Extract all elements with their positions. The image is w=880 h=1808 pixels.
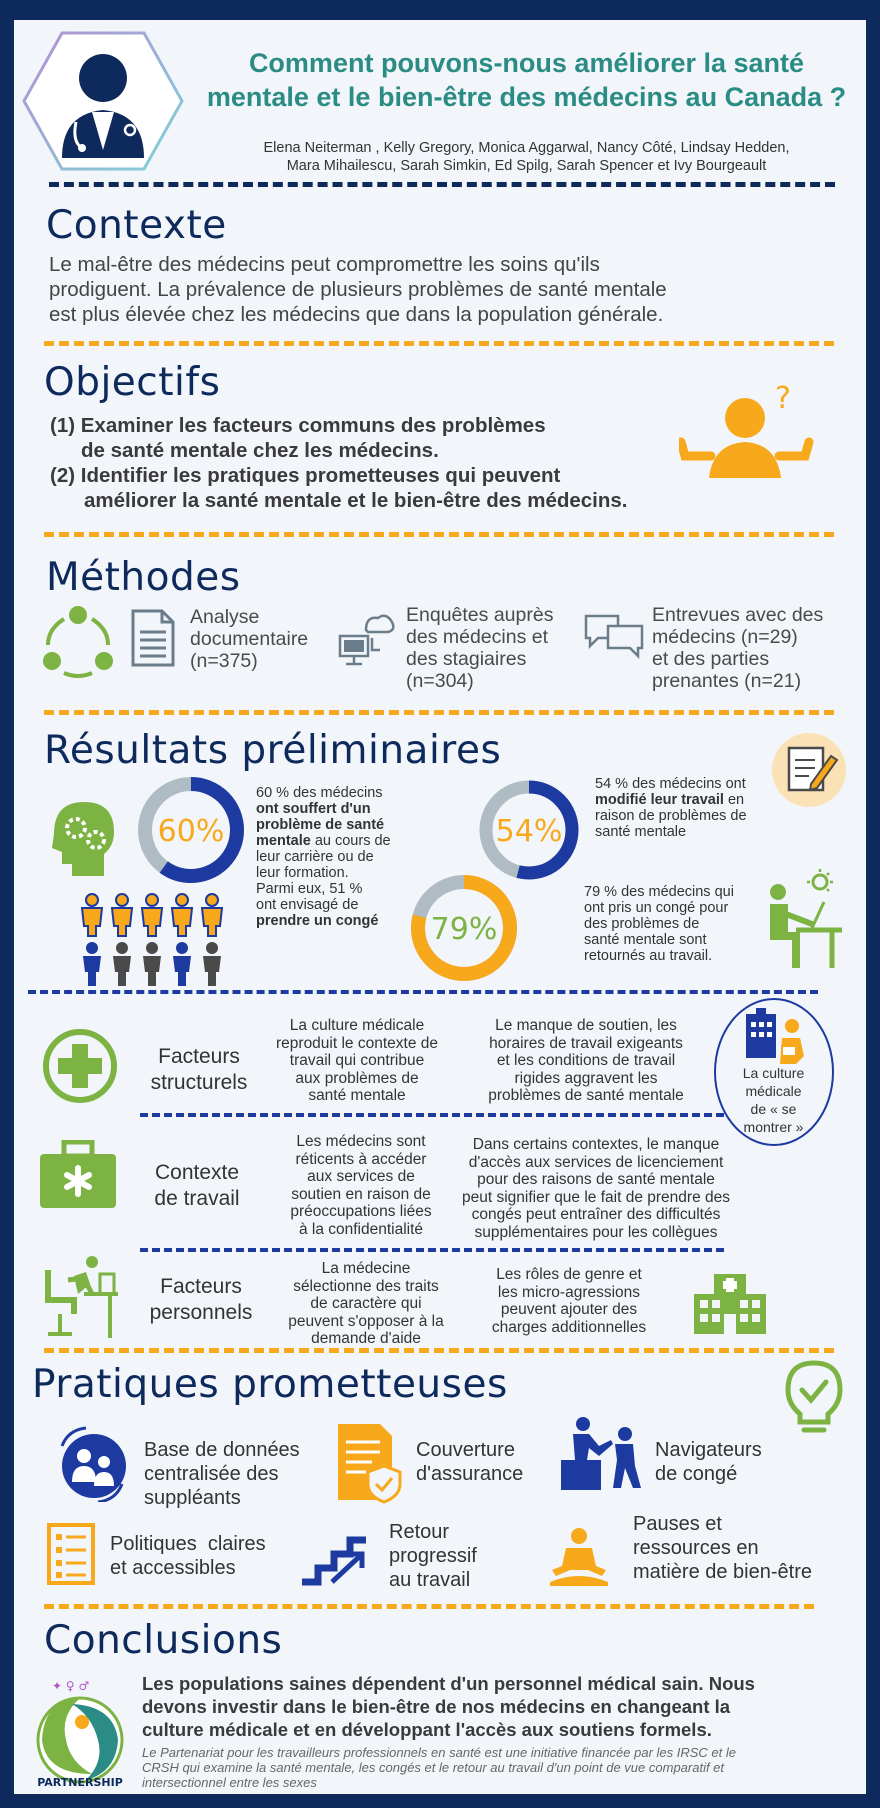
text-line xyxy=(256,833,416,849)
conclusions-heading: Conclusions xyxy=(44,1618,283,1663)
doctor-logo xyxy=(22,30,184,172)
confused-person-icon xyxy=(679,378,819,488)
objective-1-line-2: de santé mentale chez les médecins. xyxy=(81,439,439,462)
cell-line: peuvent s'opposer à la xyxy=(288,1312,444,1330)
practice-line: centralisée des xyxy=(144,1463,279,1485)
circle-line: de « se xyxy=(750,1101,797,1117)
practice-line: matière de bien-être xyxy=(633,1561,812,1583)
cell-line: aux services de xyxy=(307,1168,415,1185)
meditation-icon xyxy=(544,1526,614,1588)
work-context-label xyxy=(122,1160,272,1212)
text-bold: modifié leur travail xyxy=(595,792,724,808)
cell-line: Les médecins sont xyxy=(296,1133,426,1150)
method-2-line: Enquêtes auprès xyxy=(406,604,554,626)
circle-line: médicale xyxy=(745,1083,802,1099)
method-3-line: médecins (n=29) xyxy=(652,626,798,648)
text-line: 60 % des médecins xyxy=(256,785,383,801)
head-gears-icon xyxy=(44,798,120,878)
circle-line: La culture xyxy=(742,1065,805,1081)
title-line-2: mentale et le bien-être des médecins au Canada ? xyxy=(206,82,847,112)
conclusion-line: devons investir dans le bien-être de nos médecins en changeant la xyxy=(142,1696,731,1717)
method-1-line: documentaire xyxy=(190,628,309,650)
text-line: retournés au travail. xyxy=(584,948,713,964)
medical-kit-icon xyxy=(38,1140,118,1210)
label-line: Contexte xyxy=(154,1161,240,1184)
cell-line: les micro-agressions xyxy=(497,1283,641,1301)
structural-factors-label xyxy=(124,1044,274,1096)
practice-insurance xyxy=(416,1438,523,1486)
text-line: ont envisagé de xyxy=(256,897,359,913)
document-icon xyxy=(130,608,176,668)
objective-1-line-1: (1) Examiner les facteurs communs des problèmes xyxy=(50,414,546,437)
cell-line: travail qui contribue xyxy=(289,1052,425,1069)
practice-line: Politiques claires xyxy=(110,1533,266,1555)
divider xyxy=(49,182,835,187)
stressed-worker-icon xyxy=(34,1254,120,1340)
contexte-line-3: est plus élevée chez les médecins que dans la population générale. xyxy=(49,303,664,326)
people-database-icon xyxy=(54,1426,130,1502)
logo-mark: ✦ ♀ ♂ xyxy=(52,1679,90,1693)
method-3-line: et des parties xyxy=(652,648,770,670)
lightbulb-check-icon xyxy=(784,1360,844,1438)
cell-line: peuvent ajouter des xyxy=(500,1301,638,1318)
insurance-document-icon xyxy=(334,1420,404,1504)
conclusion-statement xyxy=(142,1672,862,1741)
text-line: Parmi eux, 51 % xyxy=(256,881,363,897)
method-document-analysis xyxy=(190,606,308,672)
circle-text xyxy=(716,1064,831,1136)
practice-line: de congé xyxy=(655,1463,738,1485)
cell-line: Dans certains contextes, le manque xyxy=(472,1136,720,1153)
cell-line: demande d'aide xyxy=(311,1330,421,1347)
donut-60 xyxy=(135,774,247,886)
chat-bubbles-icon xyxy=(584,612,646,660)
cycle-icon xyxy=(40,605,116,681)
conclusion-line: Les populations saines dépendent d'un personnel médical sain. Nous xyxy=(142,1673,755,1694)
text-line: 79 % des médecins qui xyxy=(584,884,734,900)
method-2-line: des stagiaires xyxy=(406,648,527,670)
text-line: santé mentale xyxy=(595,824,687,840)
text-line: prendre un congé xyxy=(256,913,379,929)
text-line: 54 % des médecins ont xyxy=(595,776,746,792)
hospital-building-icon xyxy=(690,1270,770,1336)
label-line: Facteurs xyxy=(160,1275,242,1298)
cell-line: rigides aggravent les xyxy=(514,1069,658,1087)
divider xyxy=(44,1604,814,1609)
checklist-icon xyxy=(46,1522,96,1586)
text-line: leur carrière ou de xyxy=(256,849,374,865)
cell-line: réticents à accéder xyxy=(295,1150,427,1168)
practice-line: suppléants xyxy=(144,1487,241,1509)
practice-line: Base de données xyxy=(144,1439,300,1461)
cell-line: et les conditions de travail xyxy=(496,1052,676,1069)
label-line: structurels xyxy=(150,1071,248,1094)
cell-line: reproduit le contexte de xyxy=(276,1034,438,1052)
method-2-line: (n=304) xyxy=(406,670,474,692)
practice-line: Navigateurs xyxy=(655,1439,762,1461)
title-line-1: Comment pouvons-nous améliorer la santé xyxy=(248,48,805,78)
question-mark: ? xyxy=(775,381,791,416)
work-cell-1 xyxy=(276,1133,446,1238)
practice-line: Retour xyxy=(389,1521,450,1543)
text-line: santé mentale sont xyxy=(584,932,707,948)
donut-label: 54% xyxy=(495,814,563,849)
clipboard-pen-icon xyxy=(771,732,847,808)
label-line: personnels xyxy=(149,1301,253,1324)
cell-line: La culture médicale xyxy=(289,1017,425,1034)
stairs-arrow-icon xyxy=(300,1526,370,1586)
text-line xyxy=(595,792,775,808)
cell-line: sélectionne des traits xyxy=(293,1277,439,1295)
text-line: ont pris un congé pour xyxy=(584,900,729,916)
result-79-text xyxy=(584,884,764,964)
label-line: Facteurs xyxy=(158,1045,240,1068)
cell-line: Le manque de soutien, les xyxy=(495,1017,677,1034)
cell-line: supplémentaires pour les collègues xyxy=(474,1223,718,1241)
text-span: au cours de xyxy=(310,833,391,849)
text-line: raison de problèmes de xyxy=(595,808,747,824)
method-3-line: Entrevues avec des xyxy=(652,604,824,626)
contexte-text xyxy=(49,252,849,327)
donut-label: 60% xyxy=(157,814,225,849)
logo-text: PARTNERSHIP xyxy=(37,1776,123,1788)
method-surveys xyxy=(406,604,553,692)
authors-line-1: Elena Neiterman , Kelly Gregory, Monica Aggarwal, Nancy Côté, Lindsay Hedden, xyxy=(263,140,790,156)
plus-circle-icon xyxy=(42,1028,118,1104)
cell-line: d'accès aux services de licenciement xyxy=(468,1153,724,1171)
text-bold: mentale xyxy=(256,833,311,849)
divider xyxy=(28,990,818,994)
practice-clear-policies xyxy=(110,1532,266,1580)
divider xyxy=(140,1113,724,1117)
practice-line: ressources en xyxy=(633,1537,759,1559)
result-54-text xyxy=(595,776,775,840)
practice-line: Couverture xyxy=(416,1439,515,1461)
contexte-heading: Contexte xyxy=(46,203,227,248)
practice-gradual-return xyxy=(389,1520,477,1592)
cell-line: de caractère qui xyxy=(310,1295,422,1312)
cell-line: congés peut entraîner des difficultés xyxy=(471,1206,721,1223)
practice-substitute-database xyxy=(144,1438,300,1510)
cell-line: préoccupations liées xyxy=(290,1203,432,1220)
cell-line: Les rôles de genre et xyxy=(496,1266,642,1283)
personal-cell-1 xyxy=(276,1260,456,1348)
cell-line: horaires de travail exigeants xyxy=(489,1034,683,1052)
text-line: des problèmes de xyxy=(584,916,700,932)
cell-line: problèmes de santé mentale xyxy=(488,1087,684,1104)
text-span: en xyxy=(723,792,745,808)
donut-79 xyxy=(408,872,520,984)
personal-factors-label xyxy=(126,1274,276,1326)
donut-label: 79% xyxy=(430,912,498,947)
authors xyxy=(189,139,864,175)
contexte-line-2: prodiguent. La prévalence de plusieurs problèmes de santé mentale xyxy=(49,278,667,301)
cell-line: soutien en raison de xyxy=(291,1185,431,1203)
objectifs-list xyxy=(50,413,730,513)
authors-line-2: Mara Mihailescu, Sarah Simkin, Ed Spilg, Sarah Spencer et Ivy Bourgeault xyxy=(286,158,767,174)
cell-line: La médecine xyxy=(321,1260,411,1277)
contexte-line-1: Le mal-être des médecins peut compromettre les soins qu'ils xyxy=(49,253,600,276)
methodes-heading: Méthodes xyxy=(46,555,241,600)
funding-note xyxy=(142,1745,862,1790)
practice-line: Pauses et xyxy=(633,1513,722,1535)
method-2-line: des médecins et xyxy=(406,626,548,648)
practice-breaks-wellbeing xyxy=(633,1512,812,1584)
cell-line: charges additionnelles xyxy=(491,1318,647,1336)
structural-cell-2 xyxy=(466,1017,706,1105)
conclusion-line: culture médicale et en développant l'accès aux soutiens formels. xyxy=(142,1719,712,1740)
work-cell-2 xyxy=(446,1136,746,1241)
objectifs-heading: Objectifs xyxy=(44,360,221,405)
practice-line: progressif xyxy=(389,1545,477,1567)
method-1-line: Analyse xyxy=(190,606,260,628)
structural-cell-1 xyxy=(272,1017,442,1105)
person-at-desk-icon xyxy=(766,868,846,970)
divider xyxy=(44,710,834,715)
cell-line: peut signifier que le fait de prendre des xyxy=(462,1188,730,1206)
text-line: ont souffert d'un xyxy=(256,801,371,817)
helping-hand-icon xyxy=(559,1416,645,1492)
divider xyxy=(140,1248,724,1252)
objective-2-line-1: (2) Identifier les pratiques prometteuses qui peuvent xyxy=(50,464,561,487)
resultats-heading: Résultats préliminaires xyxy=(44,728,502,773)
partnership-logo xyxy=(30,1676,130,1788)
footnote-line: intersectionnel entre les sexes xyxy=(142,1775,317,1790)
circle-line: montrer » xyxy=(743,1119,804,1135)
cloud-computer-icon xyxy=(336,610,396,670)
cell-line: aux problèmes de xyxy=(295,1069,419,1087)
divider xyxy=(44,341,834,346)
result-60-text xyxy=(256,785,416,929)
cell-line: pour des raisons de santé mentale xyxy=(477,1171,715,1188)
donut-54 xyxy=(477,778,581,882)
footnote-line: Le Partenariat pour les travailleurs professionnels en santé est une initiative financée par les IRSC et le xyxy=(142,1745,736,1760)
footnote-line: CRSH qui examine la santé mentale, les congés et le retour au travail d'un point de vue comparatif et xyxy=(142,1760,725,1775)
personal-cell-2 xyxy=(484,1266,654,1336)
practice-line: au travail xyxy=(389,1569,471,1591)
cell-line: à la confidentialité xyxy=(298,1220,424,1238)
pratiques-heading: Pratiques prometteuses xyxy=(32,1362,508,1407)
practice-leave-navigators xyxy=(655,1438,762,1486)
people-group-icon xyxy=(76,892,236,988)
infographic-page xyxy=(14,20,866,1794)
objective-2-line-2: améliorer la santé mentale et le bien-être des médecins. xyxy=(84,489,628,512)
text-line: problème de santé xyxy=(256,817,385,833)
text-line: leur formation. xyxy=(256,865,349,881)
hospital-person-icon xyxy=(742,1008,808,1064)
divider xyxy=(44,532,834,537)
method-1-line: (n=375) xyxy=(190,650,258,672)
practice-line: d'assurance xyxy=(416,1463,524,1485)
method-interviews xyxy=(652,604,823,692)
practice-line: et accessibles xyxy=(110,1557,236,1579)
label-line: de travail xyxy=(154,1187,240,1210)
show-up-culture-circle xyxy=(714,998,834,1146)
method-3-line: prenantes (n=21) xyxy=(652,670,802,692)
cell-line: santé mentale xyxy=(308,1087,406,1104)
divider xyxy=(44,1348,834,1353)
page-title xyxy=(189,46,864,114)
